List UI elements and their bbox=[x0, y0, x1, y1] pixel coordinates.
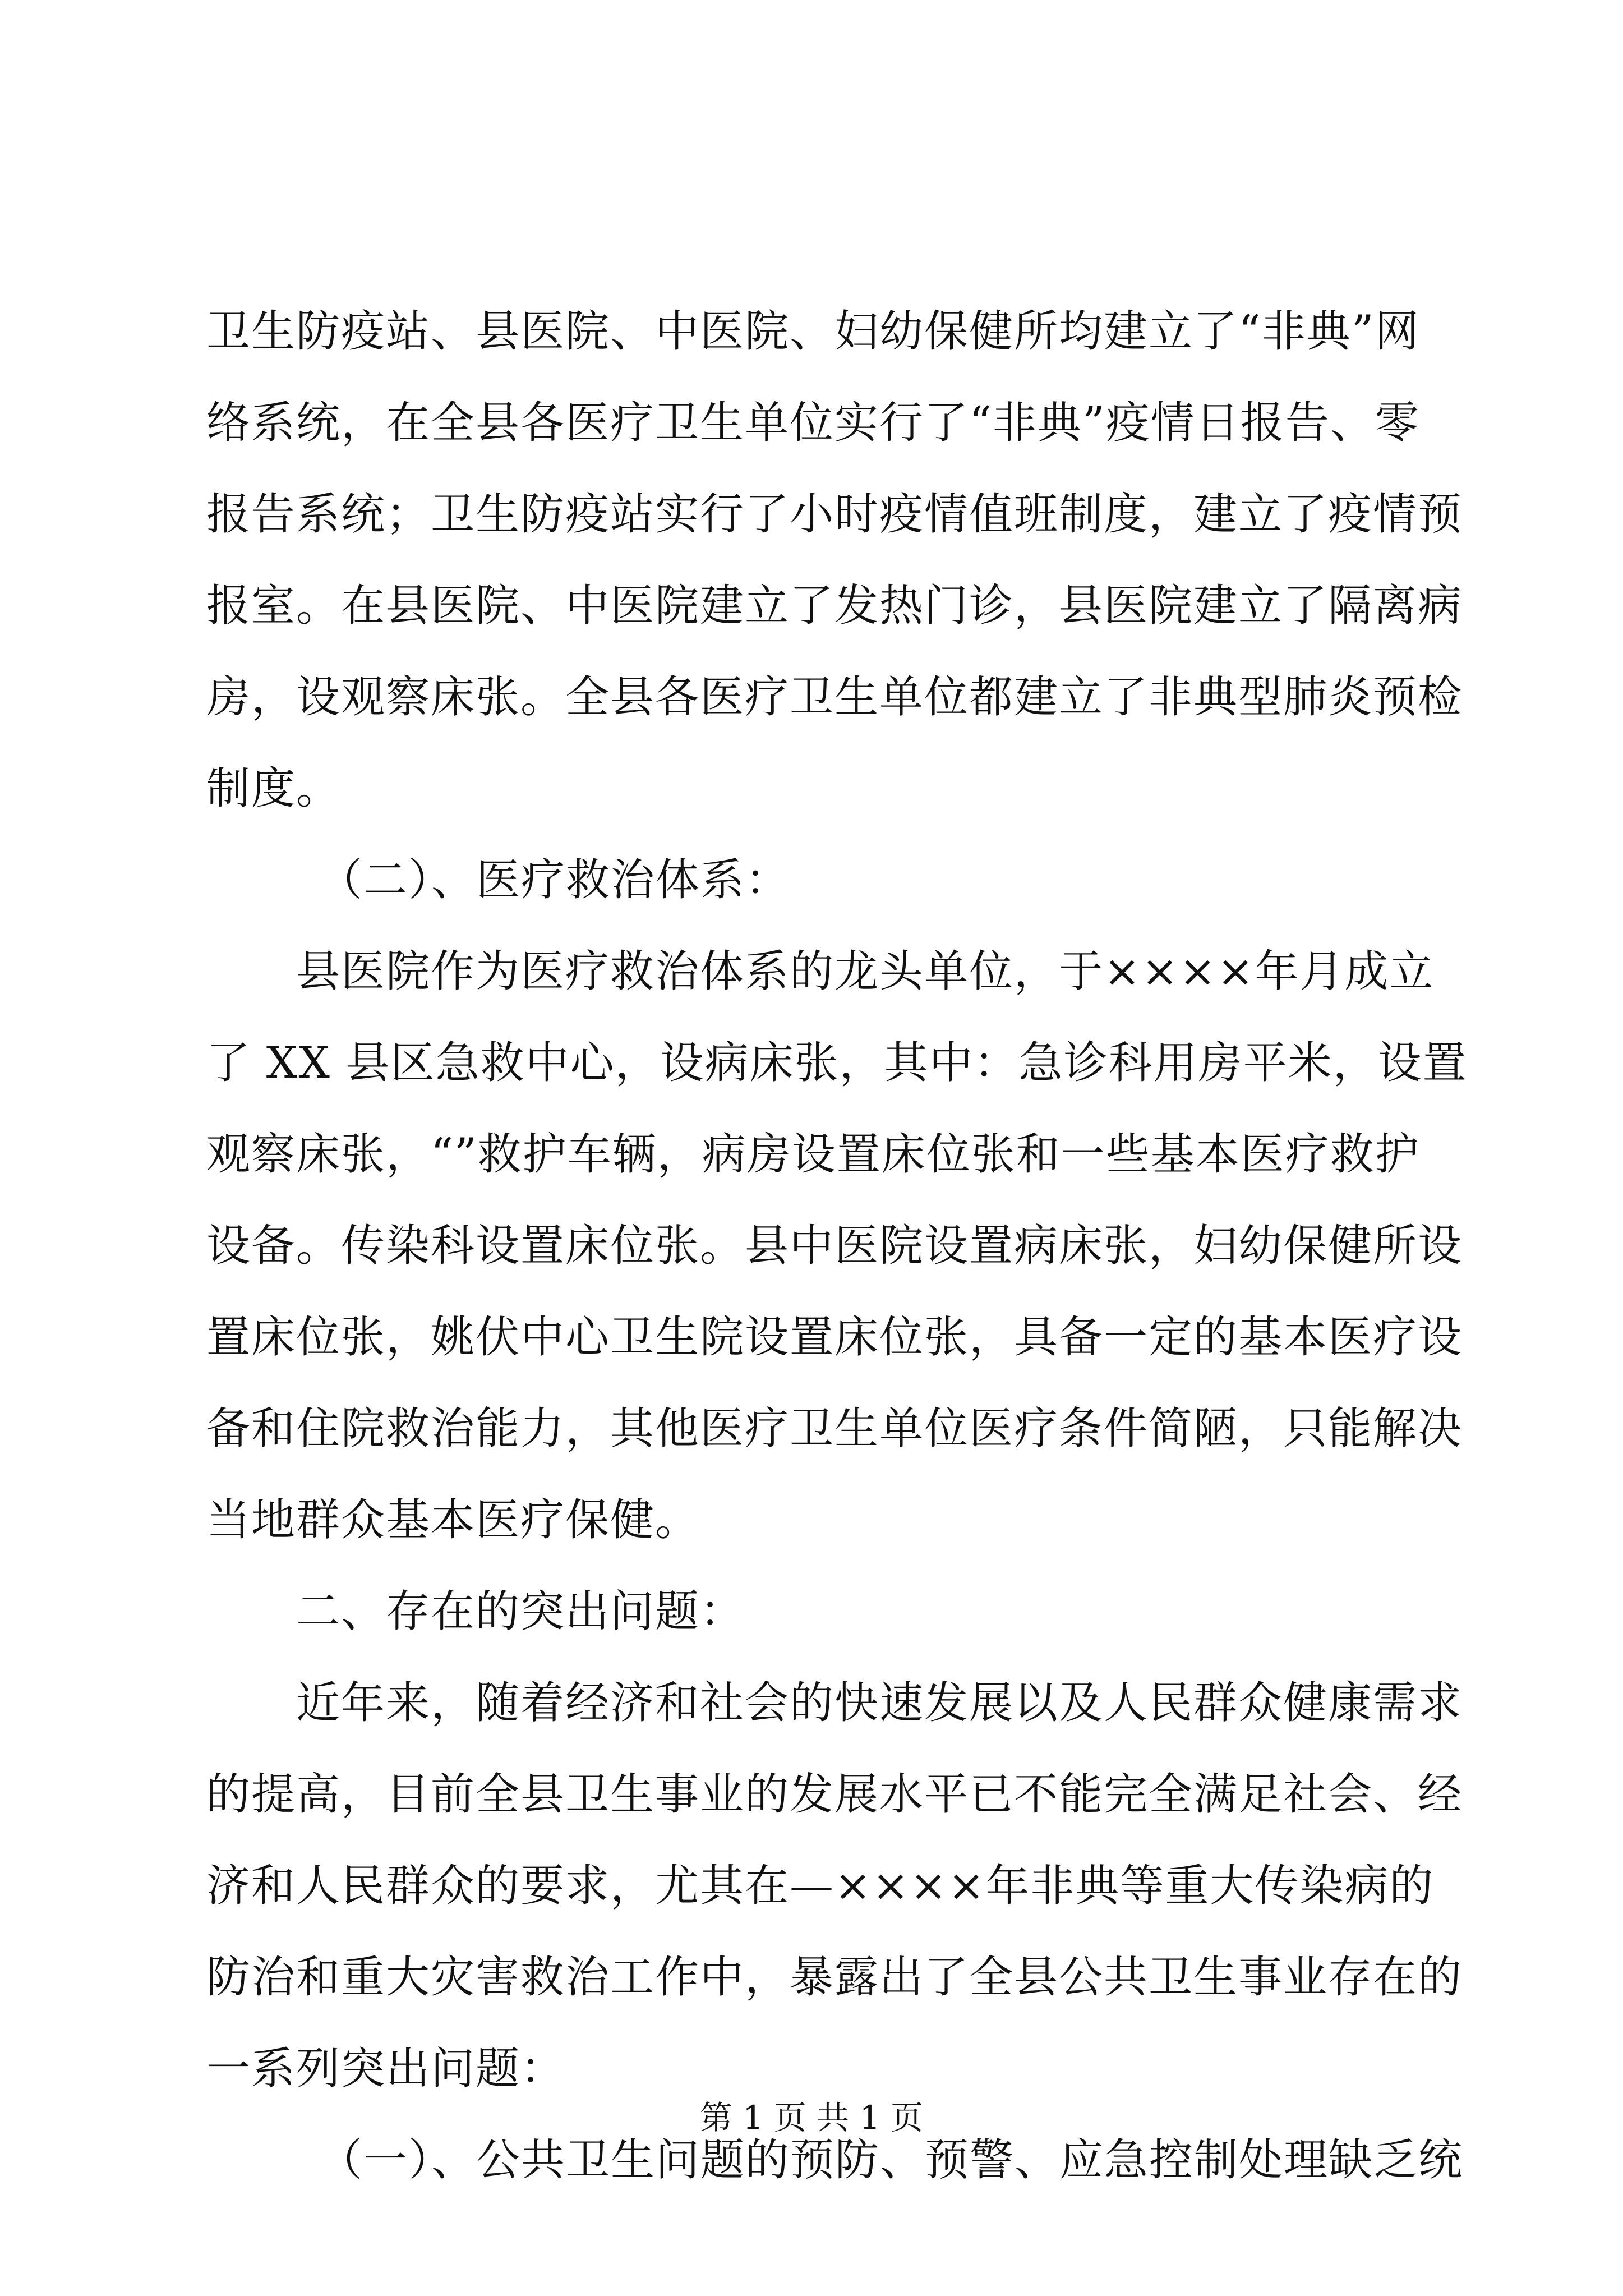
page-number-footer: 第 1 页 共 1 页 bbox=[700, 2099, 923, 2137]
text-line: 防治和重大灾害救治工作中，暴露出了全县公共卫生事业存在的 bbox=[206, 1952, 1463, 2003]
text-line: 一系列突出问题： bbox=[206, 2044, 566, 2094]
text-line: 济和人民群众的要求，尤其在—××××年非典等重大传染病的 bbox=[206, 1861, 1435, 1911]
text-line: 的提高，目前全县卫生事业的发展水平已不能完全满足社会、经 bbox=[206, 1769, 1463, 1820]
section-heading: 二、存在的突出问题： bbox=[296, 1586, 745, 1637]
text-line: 制度。 bbox=[206, 763, 342, 814]
text-line: 报告系统；卫生防疫站实行了小时疫情值班制度，建立了疫情预 bbox=[206, 489, 1463, 540]
document-body bbox=[206, 286, 1468, 2206]
text-line: 观察床张，“”救护车辆，病房设置床位张和一些基本医疗救护 bbox=[206, 1129, 1420, 1180]
text-line: 置床位张，姚伏中心卫生院设置床位张，具备一定的基本医疗设 bbox=[206, 1312, 1463, 1363]
text-line: 卫生防疫站、县医院、中医院、妇幼保健所均建立了“非典”网 bbox=[206, 306, 1420, 357]
text-line: 近年来，随着经济和社会的快速发展以及人民群众健康需求 bbox=[296, 1678, 1463, 1728]
section-heading: （二）、医疗救治体系： bbox=[319, 855, 791, 905]
text-line: 了 XX 县区急救中心，设病床张，其中：急诊科用房平米，设置 bbox=[206, 1038, 1468, 1088]
text-line: 报室。在县医院、中医院建立了发热门诊，县医院建立了隔离病 bbox=[206, 581, 1463, 631]
text-line: 络系统，在全县各医疗卫生单位实行了“非典”疫情日报告、零 bbox=[206, 398, 1420, 448]
text-line: 当地群众基本医疗保健。 bbox=[206, 1495, 700, 1545]
text-line: 县医院作为医疗救治体系的龙头单位，于××××年月成立 bbox=[296, 946, 1435, 997]
section-heading: （一）、公共卫生问题的预防、预警、应急控制处理缺乏统 bbox=[319, 2135, 1464, 2185]
text-line: 房，设观察床张。全县各医疗卫生单位都建立了非典型肺炎预检 bbox=[206, 672, 1463, 723]
text-line: 设备。传染科设置床位张。县中医院设置病床张，妇幼保健所设 bbox=[206, 1221, 1463, 1271]
text-line: 备和住院救治能力，其他医疗卫生单位医疗条件简陋，只能解决 bbox=[206, 1404, 1463, 1454]
